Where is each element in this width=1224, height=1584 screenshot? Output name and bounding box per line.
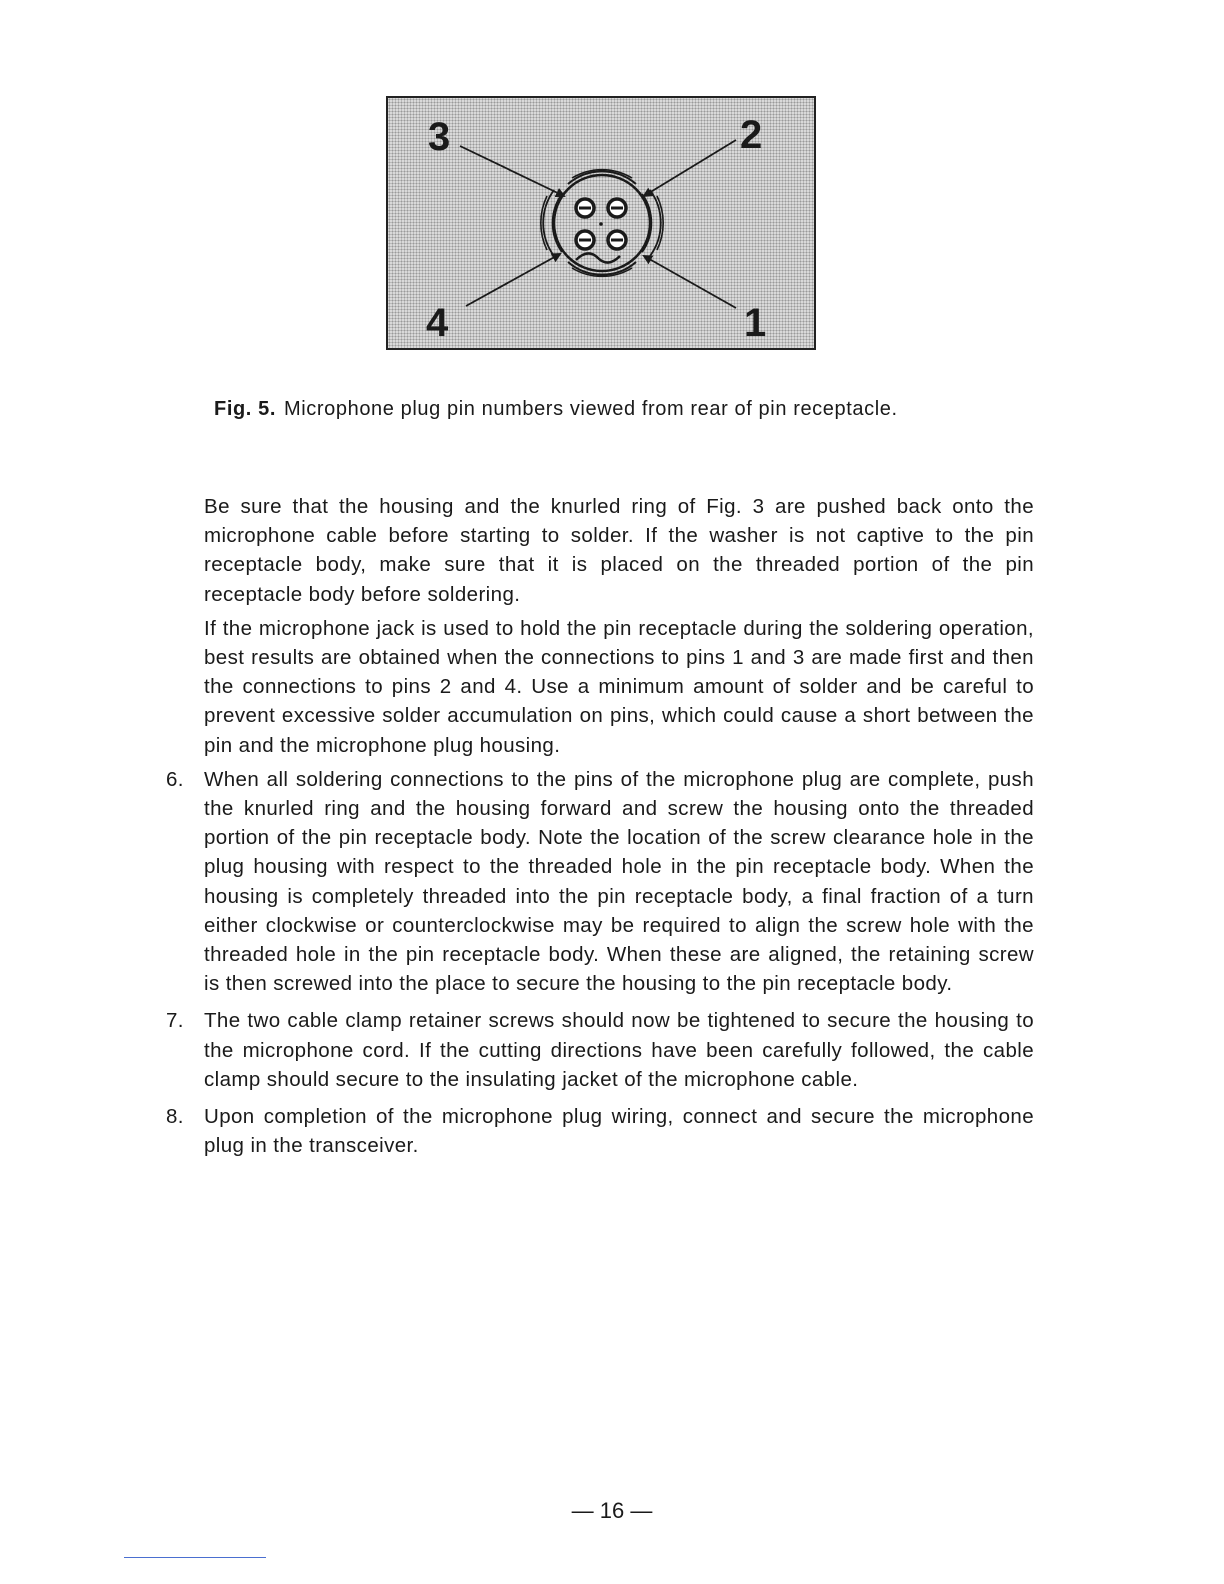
step-text: Upon completion of the microphone plug wiring, connect and secure the microphone plug in the transceiver. bbox=[204, 1105, 1034, 1158]
instructions-body bbox=[166, 492, 1034, 1168]
pin-contact-4 bbox=[576, 231, 594, 249]
pin-label-3: 3 bbox=[428, 115, 451, 159]
pin-contact-2 bbox=[608, 199, 626, 217]
step-number: 6. bbox=[166, 767, 184, 791]
pin-contacts bbox=[576, 199, 626, 249]
intro-paragraph-2: If the microphone jack is used to hold the pin receptacle during the soldering operation, best results are obtained when the connections to pins 1 and 3 are made first and then the connections to pins 2 and 4. Use a minimum amount of solder and be careful to prevent excessive solder accumulation on pins, which could cause a short between the pin and the microphone plug housing. bbox=[204, 616, 1034, 757]
step-number: 7. bbox=[166, 1009, 184, 1033]
figure-caption-label: Fig. 5. bbox=[214, 398, 276, 420]
pin-label-4: 4 bbox=[426, 301, 449, 345]
step-text: The two cable clamp retainer screws should now be tightened to secure the housing to the microphone cord. If the cutting directions have been carefully followed, the cable clamp should secure to the insulating jacket of the microphone cable. bbox=[204, 1009, 1034, 1091]
arrow-pin-3 bbox=[460, 146, 564, 196]
arrow-pin-1 bbox=[644, 256, 736, 308]
intro-paragraph-1: Be sure that the housing and the knurled ring of Fig. 3 are pushed back onto the microphone cable before starting to solder. If the washer is not captive to the pin receptacle body, make sure that it is placed on the threaded portion of the pin receptacle body before soldering. bbox=[204, 495, 1034, 606]
step-number: 8. bbox=[166, 1105, 184, 1129]
pin-label-2: 2 bbox=[740, 113, 763, 157]
step-7 bbox=[166, 1006, 1034, 1094]
figure-caption bbox=[214, 398, 1034, 421]
step-8 bbox=[166, 1102, 1034, 1160]
pin-label-1: 1 bbox=[744, 301, 767, 345]
figure-caption-text: Microphone plug pin numbers viewed from rear of pin receptacle. bbox=[283, 398, 898, 420]
pin-contact-1 bbox=[608, 231, 626, 249]
footnote-divider bbox=[124, 1557, 266, 1558]
page-number: — 16 — bbox=[571, 1498, 653, 1523]
step-6 bbox=[166, 765, 1034, 999]
step-text: When all soldering connections to the pins of the microphone plug are complete, push the knurled ring and the housing forward and screw the housing onto the threaded portion of the pin receptacle body. Note the location of the screw clearance hole in the plug housing with respect to the threaded hole in the pin receptacle body. When the housing is completely threaded into the pin receptacle body, a final fraction of a turn either clockwise or counterclockwise may be required to align the screw hole with the threaded hole in the pin receptacle body. When these are aligned, the retaining screw is then screwed into the place to secure the housing to the pin receptacle body. bbox=[204, 767, 1034, 996]
arrow-pin-4 bbox=[466, 254, 560, 306]
arrow-pin-2 bbox=[644, 140, 736, 196]
center-dot bbox=[599, 222, 603, 226]
pin-diagram-figure bbox=[386, 96, 816, 350]
pin-contact-3 bbox=[576, 199, 594, 217]
microphone-plug-diagram bbox=[388, 98, 814, 348]
